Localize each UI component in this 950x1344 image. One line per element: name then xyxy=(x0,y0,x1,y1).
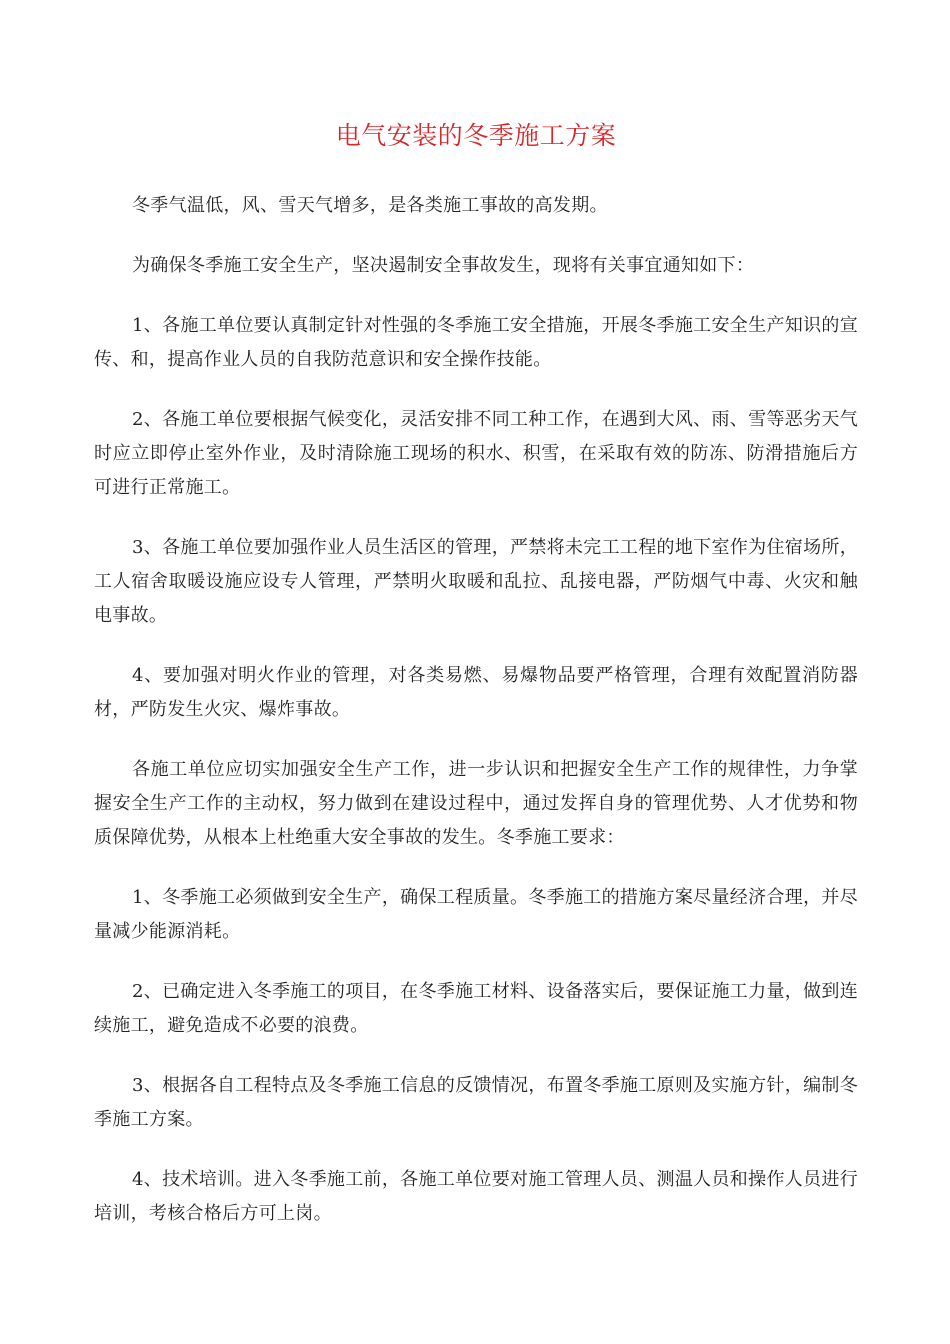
paragraph-item-4: 4、要加强对明火作业的管理，对各类易燃、易爆物品要严格管理，合理有效配置消防器材，严防发生火灾、爆炸事故。 xyxy=(94,665,858,720)
paragraph-item-2: 2、各施工单位要根据气候变化，灵活安排不同工种工作，在遇到大风、雨、雪等恶劣天气时应立即停止室外作业，及时清除施工现场的积水、积雪，在采取有效的防冻、防滑措施后方可进行正常施工。 xyxy=(94,409,858,498)
paragraph-requirement-4: 4、技术培训。进入冬季施工前，各施工单位要对施工管理人员、测温人员和操作人员进行培训，考核合格后方可上岗。 xyxy=(94,1169,858,1224)
paragraph-requirement-2: 2、已确定进入冬季施工的项目，在冬季施工材料、设备落实后，要保证施工力量，做到连续施工，避免造成不必要的浪费。 xyxy=(94,981,858,1036)
paragraph-item-3: 3、各施工单位要加强作业人员生活区的管理，严禁将未完工工程的地下室作为住宿场所，工人宿舍取暖设施应设专人管理，严禁明火取暖和乱拉、乱接电器，严防烟气中毒、火灾和触电事故。 xyxy=(94,537,858,626)
paragraph-requirement-1: 1、冬季施工必须做到安全生产，确保工程质量。冬季施工的措施方案尽量经济合理，并尽量减少能源消耗。 xyxy=(94,887,858,942)
paragraph-requirements-intro: 各施工单位应切实加强安全生产工作，进一步认识和把握安全生产工作的规律性，力争掌握安全生产工作的主动权，努力做到在建设过程中，通过发挥自身的管理优势、人才优势和物质保障优势，从根本上杜绝重大安全事故的发生。冬季施工要求： xyxy=(94,759,858,848)
paragraph-notice: 为确保冬季施工安全生产，坚决遏制安全事故发生，现将有关事宜通知如下： xyxy=(132,255,755,276)
document-title: 电气安装的冬季施工方案 xyxy=(335,121,617,150)
paragraph-intro: 冬季气温低，风、雪天气增多，是各类施工事故的高发期。 xyxy=(132,195,608,216)
paragraph-item-1: 1、各施工单位要认真制定针对性强的冬季施工安全措施，开展冬季施工安全生产知识的宣传、和，提高作业人员的自我防范意识和安全操作技能。 xyxy=(94,315,858,370)
paragraph-requirement-3: 3、根据各自工程特点及冬季施工信息的反馈情况，布置冬季施工原则及实施方针，编制冬季施工方案。 xyxy=(94,1075,858,1130)
